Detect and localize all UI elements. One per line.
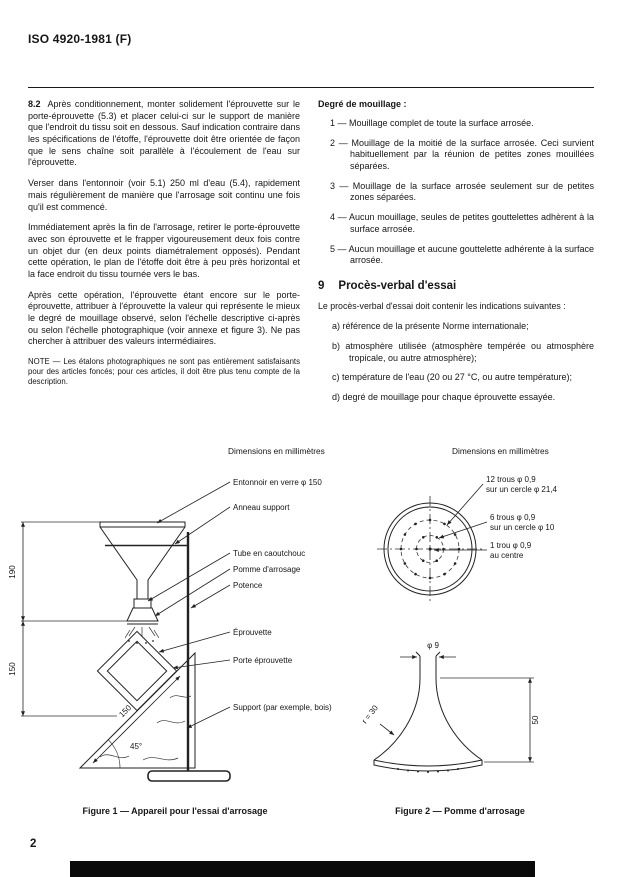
label-eprouvette: Éprouvette — [233, 628, 272, 637]
header-rule — [28, 87, 594, 88]
paragraph-apres: Après cette opération, l'éprouvette étant encore sur le porte-éprouvette, attribuer à l'éprouvette la valeur qui représente le mieux le degré de mouillage observé, selon l'échelle descriptive ci-après ou selon l'échelle photographique (voir annexe et figure 3). Ne pas chercher à attribuer des valeurs intermédiaires. — [28, 289, 300, 347]
water-drop — [145, 642, 147, 644]
funnel — [100, 522, 185, 599]
section-8-2-text: Après conditionnement, monter solidement l'éprouvette sur le porte-éprouvette (5.3) et placer celui-ci sur le support de manière que l'endroit du tissu soit en dessous. Sauf indication contraire dans les spécifications de l'étoffe, l'éprouvette doit être orientée de façon que le sens chaîne soit parallèle à l'écoulement de l'eau sur l'éprouvette. — [28, 99, 300, 168]
angle-45-label: 45° — [130, 742, 143, 751]
text-columns — [28, 99, 594, 412]
dim-150-incline-label: 150 — [117, 703, 134, 720]
section-8-2-number: 8.2 — [28, 99, 41, 109]
figure1-drawing — [5, 466, 347, 806]
label-entonnoir: Entonnoir en verre φ 150 — [233, 478, 322, 487]
degree-item-3: 3 — Mouillage de la surface arrosée seulement sur de petites zones séparées. — [330, 180, 594, 203]
label-1-hole-center: au centre — [490, 551, 524, 560]
figure2-caption: Figure 2 — Pomme d'arrosage — [395, 806, 525, 816]
page-number: 2 — [30, 838, 37, 850]
section-9-heading — [318, 280, 594, 292]
label-support: Support (par exemple, bois) — [233, 703, 332, 712]
paragraph-verser: Verser dans l'entonnoir (voir 5.1) 250 ml d'eau (5.4), rapidement mais régulièrement de manière que l'arrosage soit continu une fois qu'il est commencé. — [28, 178, 300, 212]
dim-50-label: 50 — [531, 715, 540, 725]
label-6-holes: 6 trous φ 0,9 — [490, 513, 536, 522]
label-potence: Potence — [233, 581, 263, 590]
dim-r30-leader — [380, 724, 394, 735]
water-drop — [152, 640, 154, 642]
leader-potence — [191, 585, 230, 608]
nozzle-bottom-rim — [374, 760, 482, 771]
degre-mouillage-heading: Degré de mouillage : — [318, 99, 407, 109]
leader-anneau — [175, 507, 230, 544]
angle-arc — [108, 740, 120, 768]
dim-phi9-label: φ 9 — [427, 641, 439, 650]
figure2-drawing — [350, 466, 572, 806]
report-item-c: c) température de l'eau (20 ou 27 °C, ou autre température); — [332, 372, 572, 383]
degree-item-4: 4 — Aucun mouillage, seules de petites gouttelettes adhèrent à la surface arrosée. — [330, 212, 594, 234]
specimen — [107, 641, 166, 700]
report-item-d: d) degré de mouillage pour chaque éprouvette essayée. — [332, 392, 556, 403]
label-6-holes-circle: sur un cercle φ 10 — [490, 523, 555, 532]
label-12-holes-circle: sur un cercle φ 21,4 — [486, 485, 557, 494]
label-pomme-arrosage: Pomme d'arrosage — [233, 565, 301, 574]
paragraph-8-2 — [28, 99, 300, 169]
figure1-caption: Figure 1 — Appareil pour l'essai d'arrosage — [82, 806, 268, 816]
degree-item-2: 2 — Mouillage de la moitié de la surface arrosée. Ceci survient habituellement par la réunion de petites zones mouillées séparées. — [330, 137, 594, 172]
degree-item-5: 5 — Aucun mouillage et aucune gouttelette adhérente à la surface arrosée. — [330, 243, 594, 266]
leader-eprouvette — [159, 632, 230, 652]
label-1-hole: 1 trou φ 0,9 — [490, 541, 532, 550]
section-9-title: Procès-verbal d'essai — [338, 279, 457, 292]
wood-grain — [100, 696, 191, 760]
leader-support — [187, 707, 230, 728]
note-paragraph: NOTE — Les étalons photographiques ne sont pas entièrement satisfaisants pour des articles foncés; pour ces articles, il doit être plus tenu compte de la description. — [28, 357, 300, 387]
label-tube-caoutchouc: Tube en caoutchouc — [233, 549, 306, 558]
dim-190-label: 190 — [8, 565, 17, 579]
figure2-dimensions-note: Dimensions en millimètres — [452, 446, 549, 456]
scan-artifact-bar — [70, 861, 535, 877]
label-porte-eprouvette: Porte éprouvette — [233, 656, 293, 665]
stand-base — [148, 771, 230, 781]
label-anneau-support: Anneau support — [233, 503, 290, 512]
center-hole — [428, 547, 431, 550]
right-column — [318, 99, 594, 412]
figure1-dimensions-note: Dimensions en millimètres — [228, 446, 325, 456]
report-item-b: b) atmosphère utilisée (atmosphère tempérée ou atmosphère tropicale, ou autre atmosphère); — [332, 340, 594, 363]
section-9-intro: Le procès-verbal d'essai doit contenir les indications suivantes : — [318, 300, 566, 311]
leader-porte-eprouvette — [173, 660, 230, 668]
dim-150-label: 150 — [8, 662, 17, 676]
report-item-a: a) référence de la présente Norme internationale; — [332, 321, 529, 332]
left-column — [28, 99, 300, 412]
nozzle-bell — [374, 678, 482, 760]
degree-item-1: 1 — Mouillage complet de toute la surface arrosée. — [330, 118, 534, 128]
leader-6-holes — [439, 522, 487, 538]
document-reference: ISO 4920-1981 (F) — [28, 32, 132, 46]
label-12-holes: 12 trous φ 0,9 — [486, 475, 536, 484]
sprinkler-head — [127, 608, 158, 621]
section-9-number: 9 — [318, 279, 325, 292]
paragraph-immediatement: Immédiatement après la fin de l'arrosage, retirer le porte-éprouvette avec son éprouvette et le frapper vigoureusement deux fois contre un objet dur (en deux points diamétralement opposés). Pendant cette opération, le plan de l'étoffe doit être à peu près horizontal et la face endroit du tissu tournée vers le bas. — [28, 222, 300, 279]
nozzle-neck — [416, 652, 440, 678]
leader-pomme — [155, 569, 230, 616]
dim-r30-label: r = 30 — [360, 703, 380, 726]
leader-entonnoir — [157, 482, 230, 523]
